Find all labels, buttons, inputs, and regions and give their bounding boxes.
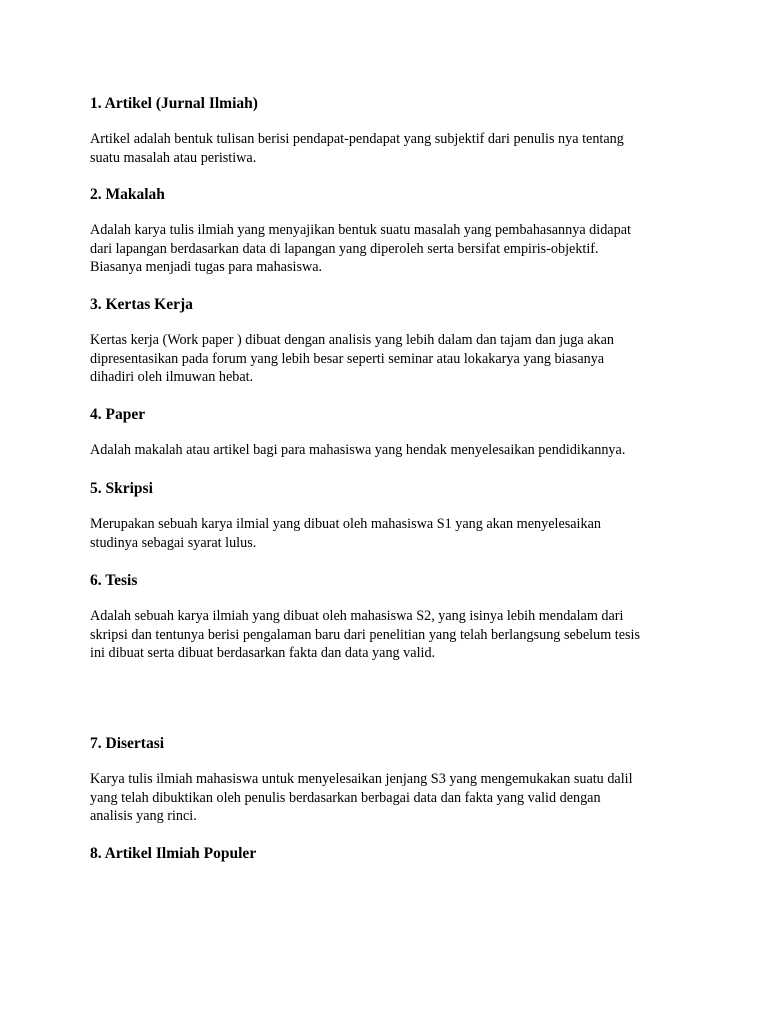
- body-line: Karya tulis ilmiah mahasiswa untuk menyelesaikan jenjang S3 yang mengemukakan suatu dalil: [90, 771, 633, 787]
- section-body: [90, 515, 690, 552]
- body-line: Adalah karya tulis ilmiah yang menyajikan bentuk suatu masalah yang pembahasannya didapat: [90, 222, 631, 238]
- body-line: yang telah dibuktikan oleh penulis berdasarkan berbagai data dan fakta yang valid dengan: [90, 789, 601, 806]
- body-line: Adalah sebuah karya ilmiah yang dibuat oleh mahasiswa S2, yang isinya lebih mendalam dari: [90, 608, 624, 624]
- section-body: [90, 221, 690, 277]
- body-line: skripsi dan tentunya berisi pengalaman baru dari penelitian yang telah berlangsung sebelum tesis: [90, 626, 641, 643]
- body-line: dari lapangan berdasarkan data di lapangan yang diperoleh serta bersifat empiris-objektif.: [90, 240, 599, 257]
- section-disertasi: [90, 734, 690, 826]
- section-heading: 7. Disertasi: [90, 735, 165, 752]
- section-body: [90, 441, 690, 460]
- body-line: suatu masalah atau peristiwa.: [90, 149, 257, 166]
- body-line: Adalah makalah atau artikel bagi para mahasiswa yang hendak menyelesaikan pendidikannya.: [90, 442, 626, 458]
- section-kertas-kerja: [90, 295, 690, 387]
- body-line: Artikel adalah bentuk tulisan berisi pendapat-pendapat yang subjektif dari penulis nya tentang: [90, 131, 624, 147]
- section-heading: 6. Tesis: [90, 572, 138, 589]
- body-line: Merupakan sebuah karya ilmial yang dibuat oleh mahasiswa S1 yang akan menyelesaikan: [90, 516, 601, 532]
- section-heading: 1. Artikel (Jurnal Ilmiah): [90, 95, 258, 112]
- body-line: dihadiri oleh ilmuwan hebat.: [90, 369, 254, 385]
- section-tesis: [90, 571, 690, 663]
- section-body: [90, 130, 690, 167]
- section-body: [90, 770, 690, 826]
- section-artikel-ilmiah-populer: [90, 844, 690, 864]
- body-line: Kertas kerja (Work paper ) dibuat dengan analisis yang lebih dalam dan tajam dan juga akan: [90, 332, 614, 348]
- section-body: [90, 607, 690, 663]
- body-line: studinya sebagai syarat lulus.: [90, 534, 257, 551]
- body-line: analisis yang rinci.: [90, 808, 197, 824]
- body-line: Biasanya menjadi tugas para mahasiswa.: [90, 259, 323, 275]
- section-heading: 5. Skripsi: [90, 480, 153, 497]
- section-artikel-jurnal-ilmiah: [90, 94, 690, 167]
- section-body: [90, 331, 690, 387]
- section-skripsi: [90, 479, 690, 552]
- section-heading: 8. Artikel Ilmiah Populer: [90, 845, 257, 862]
- body-line: dipresentasikan pada forum yang lebih besar seperti seminar atau lokakarya yang biasanya: [90, 350, 605, 367]
- section-paper: [90, 405, 690, 460]
- section-makalah: [90, 185, 690, 277]
- section-heading: 4. Paper: [90, 406, 146, 423]
- section-heading: 3. Kertas Kerja: [90, 296, 193, 313]
- body-line: ini dibuat serta dibuat berdasarkan fakta dan data yang valid.: [90, 645, 436, 661]
- section-heading: 2. Makalah: [90, 186, 165, 203]
